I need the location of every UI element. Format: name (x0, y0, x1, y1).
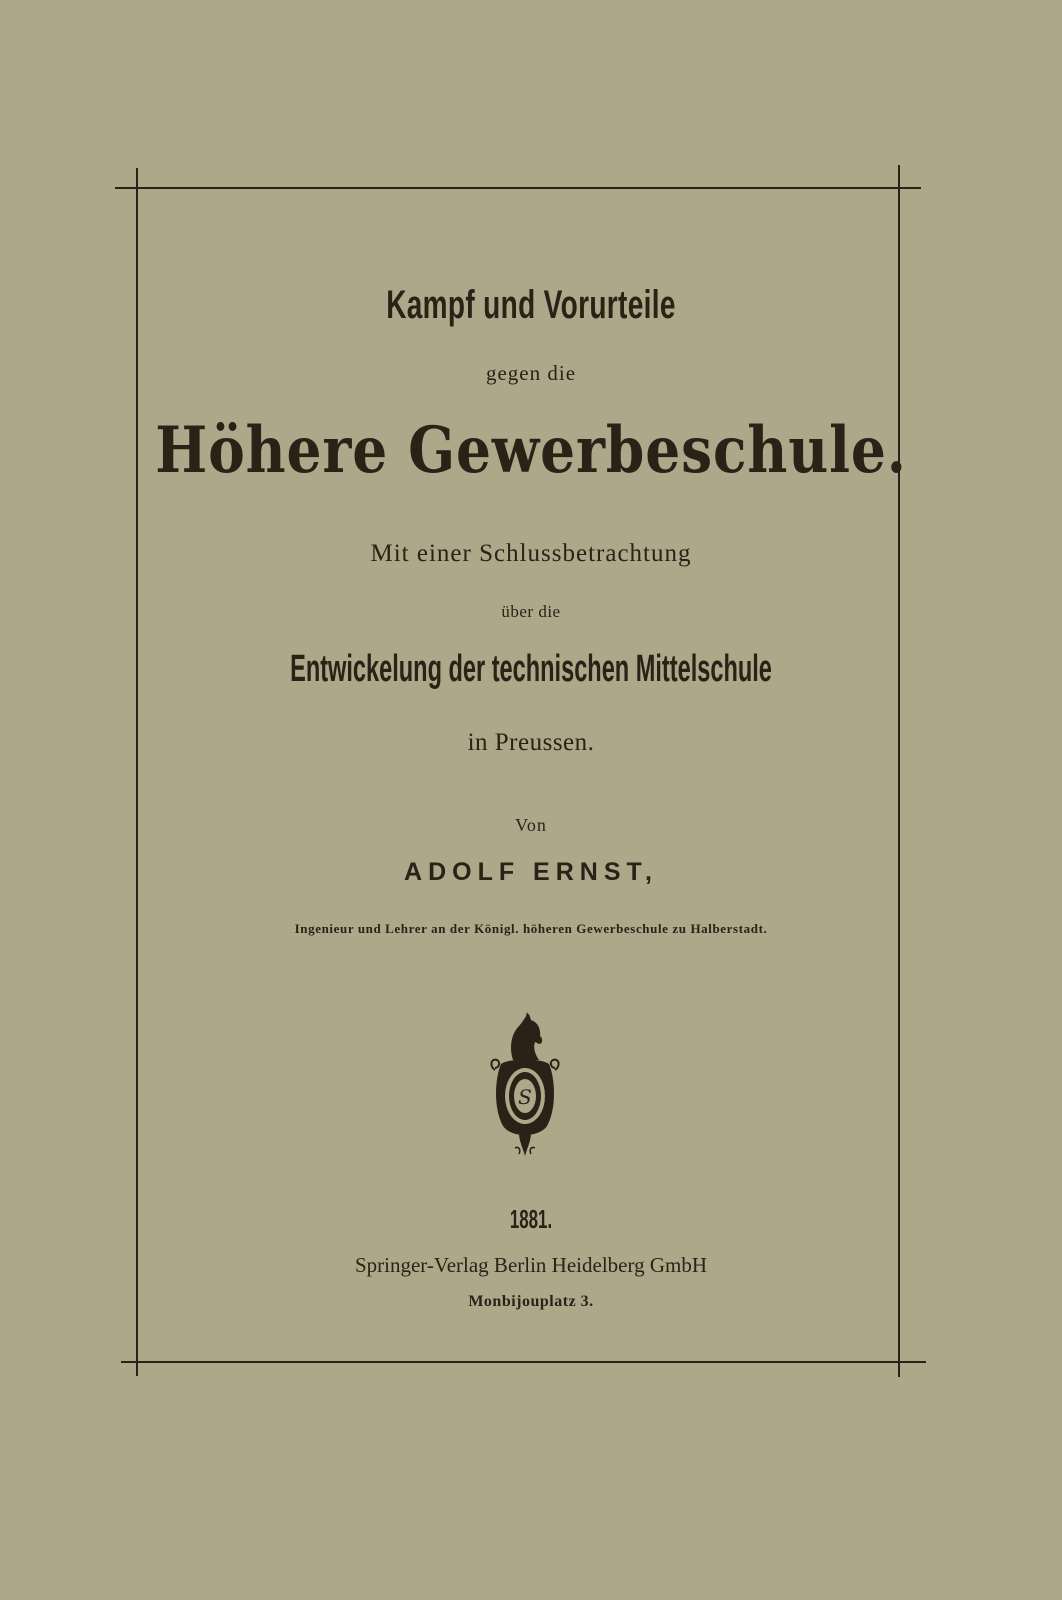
title-line-2: gegen die (485, 361, 577, 385)
title-line-1: Kampf und Vorurteile (386, 283, 676, 327)
svg-text:S: S (518, 1085, 532, 1109)
author-name: ADOLF ERNST, (404, 858, 658, 886)
author-affiliation: Ingenieur und Lehrer an der Königl. höheren Gewerbeschule zu Halberstadt. (294, 921, 768, 936)
publisher: Springer-Verlag Berlin Heidelberg GmbH (354, 1253, 708, 1277)
subtitle-line-3: in Preussen. (467, 729, 595, 756)
frame-right-rule (898, 165, 900, 1377)
subtitle-line-1: Mit einer Schlussbetrachtung (370, 540, 692, 567)
by-label: Von (515, 815, 547, 835)
frame-left-rule (136, 168, 138, 1376)
main-title: Höhere Gewerbeschule. (155, 413, 907, 488)
subtitle-line-2: über die (501, 602, 561, 621)
frame-top-rule (115, 187, 921, 189)
subtitle-main: Entwickelung der technischen Mittelschule (290, 648, 772, 690)
springer-horse-emblem-icon (485, 1008, 565, 1158)
publication-year: 1881. (509, 1204, 553, 1234)
frame-bottom-rule (121, 1361, 926, 1363)
publisher-address: Monbijouplatz 3. (468, 1293, 594, 1310)
